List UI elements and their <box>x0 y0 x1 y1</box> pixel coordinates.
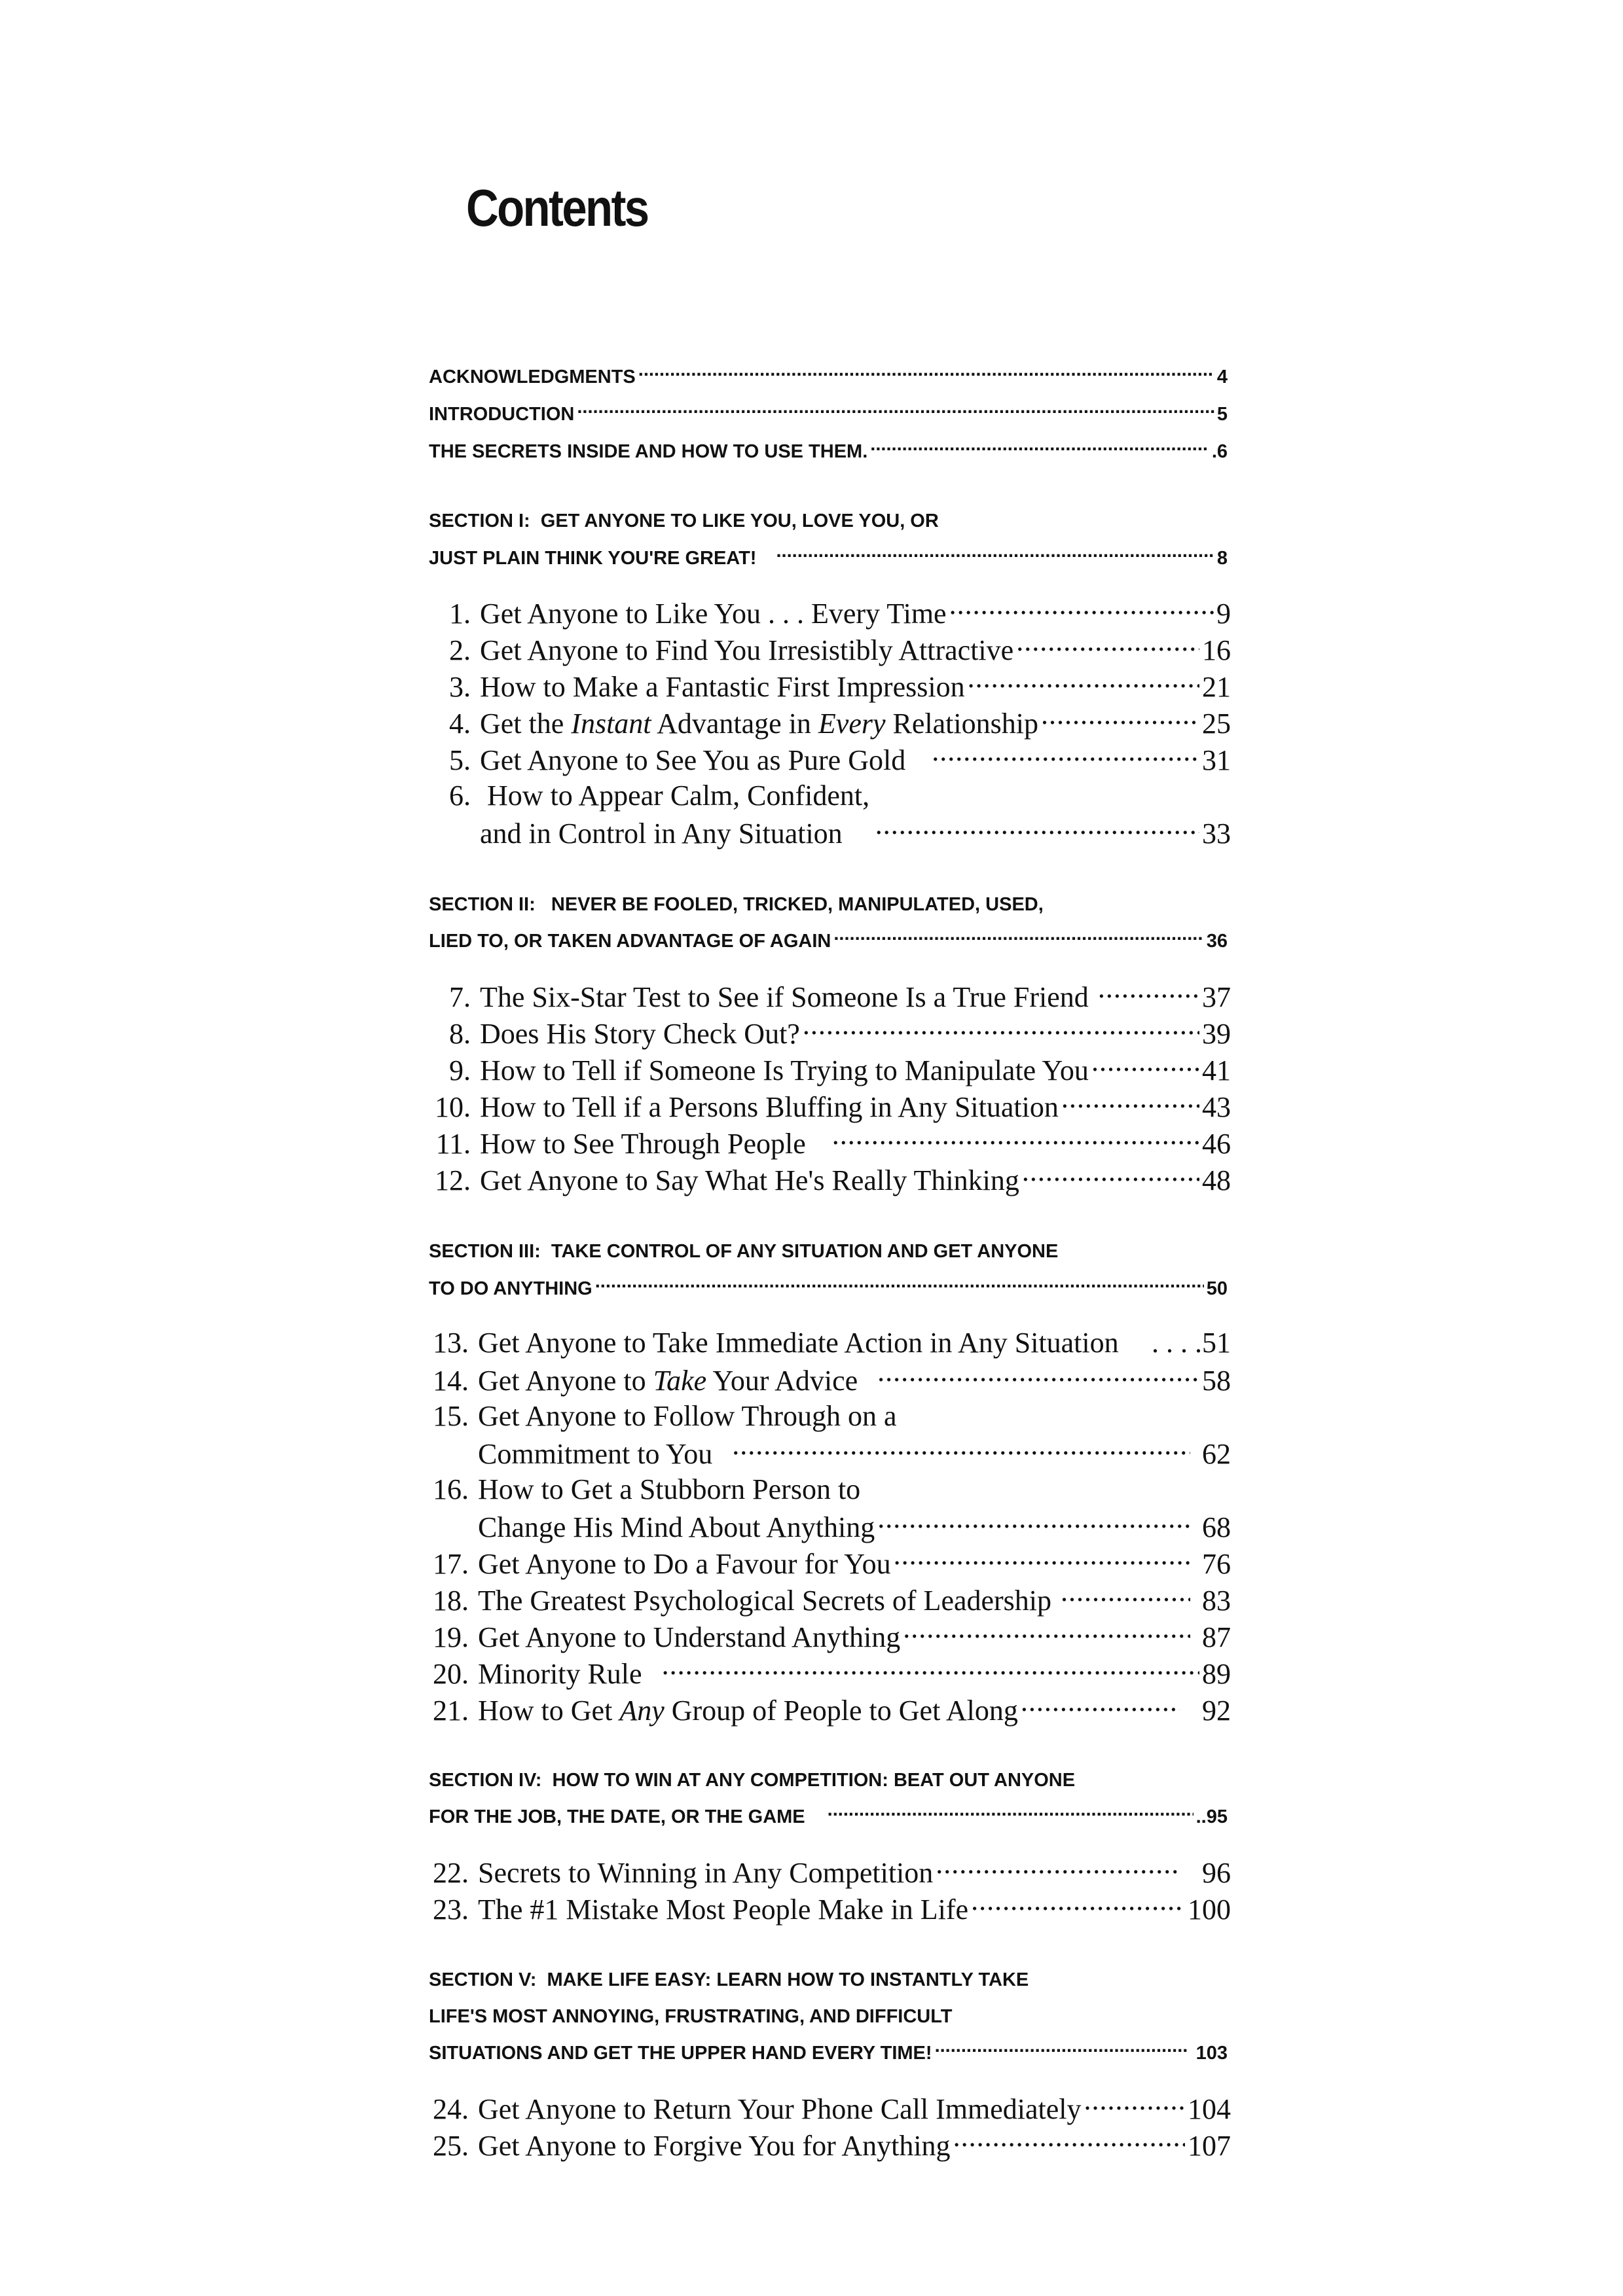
chapter-number: 9. <box>449 1054 471 1086</box>
entry-page: 31 <box>1202 744 1231 776</box>
entry-page: 33 <box>1202 817 1231 850</box>
dot-leader <box>776 545 1214 564</box>
toc-entry-section-2[interactable] <box>429 928 1228 954</box>
section-heading-4 <box>429 1767 1228 1793</box>
entry-page: 25 <box>1202 708 1231 740</box>
chapter-title-continued: Change His Mind About Anything <box>478 1511 875 1543</box>
toc-entry-chapter-6-cont[interactable] <box>429 814 1231 851</box>
dot-leader <box>1022 1161 1199 1190</box>
dot-leader <box>935 2040 1187 2059</box>
toc-entry-chapter-17[interactable] <box>419 1545 1231 1581</box>
section-title-line: SECTION IV: HOW TO WIN AT ANY COMPETITION: BEAT OUT ANYONE <box>429 1770 1076 1791</box>
entry-page: ..95 <box>1195 1806 1228 1827</box>
chapter-title: Get Anyone to Forgive You for Anything <box>478 2130 951 2162</box>
toc-entry-chapter-15-cont[interactable] <box>419 1435 1231 1471</box>
dot-leader <box>870 439 1209 457</box>
chapter-number: 17. <box>433 1548 469 1580</box>
dot-leader <box>894 1545 1190 1573</box>
toc-entry-chapter-1[interactable] <box>429 594 1231 631</box>
dot-leader <box>803 1014 1199 1043</box>
entry-page: 83 <box>1202 1585 1231 1617</box>
chapter-title: Get Anyone to See You as Pure Gold <box>480 744 906 776</box>
toc-entry-chapter-13[interactable] <box>419 1325 1231 1361</box>
section-title-line: SECTION I: GET ANYONE TO LIKE YOU, LOVE YOU, OR <box>429 511 939 531</box>
chapter-title: Get the Instant Advantage in Every Relationship <box>480 708 1038 740</box>
chapter-title: Does His Story Check Out? <box>480 1018 800 1050</box>
toc-entry-chapter-6[interactable] <box>429 778 1231 814</box>
dot-leader <box>1041 704 1199 733</box>
chapter-number: 16. <box>433 1473 469 1505</box>
entry-label: THE SECRETS INSIDE AND HOW TO USE THEM. <box>429 441 868 462</box>
toc-entry-chapter-18[interactable] <box>419 1581 1231 1618</box>
entry-page: 96 <box>1202 1857 1231 1889</box>
chapter-title: Get Anyone to Do a Favour for You <box>478 1548 891 1580</box>
toc-entry-chapter-24[interactable] <box>419 2090 1231 2126</box>
chapter-number: 14. <box>433 1365 469 1397</box>
entry-label: ACKNOWLEDGMENTS <box>429 367 636 387</box>
page-title: Contents <box>466 179 648 237</box>
toc-entry-chapter-16-cont[interactable] <box>419 1508 1231 1545</box>
toc-entry-chapter-14[interactable] <box>419 1361 1231 1398</box>
dot-leader <box>1061 1088 1199 1117</box>
toc-entry-chapter-21[interactable] <box>419 1691 1231 1728</box>
section-heading-3 <box>429 1238 1228 1265</box>
dot-leader <box>949 594 1214 623</box>
dot-leader <box>1016 631 1199 660</box>
chapter-number: 11. <box>435 1128 471 1160</box>
dot-leader <box>1021 1691 1180 1720</box>
toc-entry-section-5[interactable] <box>429 2040 1228 2066</box>
chapter-title: Get Anyone to Take Immediate Action in Any Situation <box>478 1327 1119 1359</box>
toc-entry-chapter-20[interactable] <box>419 1655 1231 1691</box>
chapter-title: How to Get Any Group of People to Get Along <box>478 1695 1018 1727</box>
chapter-title: The #1 Mistake Most People Make in Life <box>478 1893 969 1926</box>
chapter-title: Get Anyone to Understand Anything <box>478 1621 901 1653</box>
entry-page: 9 <box>1216 598 1231 630</box>
chapter-title: How to Tell if Someone Is Trying to Manipulate You <box>480 1054 1089 1086</box>
toc-entry-section-1[interactable] <box>429 545 1228 571</box>
entry-page: 92 <box>1202 1695 1231 1727</box>
dot-leader <box>832 1124 1199 1153</box>
toc-entry-chapter-8[interactable] <box>429 1014 1231 1051</box>
chapter-number: 3. <box>449 671 471 703</box>
entry-label: INTRODUCTION <box>429 404 575 425</box>
toc-entry-chapter-3[interactable] <box>429 668 1231 704</box>
section-title-line: SECTION II: NEVER BE FOOLED, TRICKED, MANIPULATED, USED, <box>429 894 1044 915</box>
chapter-title: How to Tell if a Persons Bluffing in Any Situation <box>480 1091 1059 1123</box>
entry-page: 4 <box>1216 367 1228 387</box>
toc-entry-section-3[interactable] <box>429 1276 1228 1302</box>
toc-entry-chapter-9[interactable] <box>429 1051 1231 1088</box>
dot-leader <box>662 1655 1199 1683</box>
entry-page: 89 <box>1202 1658 1231 1690</box>
section-title-line: TO DO ANYTHING <box>429 1278 593 1299</box>
entry-page: 100 <box>1188 1893 1231 1926</box>
entry-page: 62 <box>1202 1438 1231 1470</box>
chapter-number: 4. <box>449 708 471 740</box>
toc-entry-chapter-16[interactable] <box>419 1471 1231 1508</box>
dot-leader <box>877 1508 1190 1537</box>
entry-page: .6 <box>1211 441 1228 462</box>
section-heading-2 <box>429 891 1228 918</box>
dot-leader <box>1098 978 1199 1007</box>
chapter-title: How to Make a Fantastic First Impression <box>480 671 965 703</box>
toc-entry-introduction[interactable] <box>429 401 1228 427</box>
chapter-title: How to See Through People <box>480 1128 806 1160</box>
chapter-title: How to Get a Stubborn Person to <box>478 1473 861 1505</box>
entry-page: 46 <box>1202 1128 1231 1160</box>
entry-page: 39 <box>1202 1018 1231 1050</box>
chapter-title: The Greatest Psychological Secrets of Leadership <box>478 1585 1052 1617</box>
section-heading-5-line-2 <box>429 2003 1228 2030</box>
chapter-number: 25. <box>433 2130 469 2162</box>
chapter-number: 6. <box>449 780 471 812</box>
entry-page: 50 <box>1206 1278 1228 1299</box>
section-title-line: LIED TO, OR TAKEN ADVANTAGE OF AGAIN <box>429 931 831 952</box>
toc-entry-acknowledgments[interactable] <box>429 364 1228 390</box>
chapter-title: Get Anyone to Follow Through on a <box>478 1400 897 1432</box>
dot-leader <box>1084 2090 1185 2119</box>
entry-page: 5 <box>1216 404 1228 425</box>
section-title-line: SECTION V: MAKE LIFE EASY: LEARN HOW TO INSTANTLY TAKE <box>429 1969 1029 1990</box>
entry-page: 68 <box>1202 1511 1231 1543</box>
dot-leader <box>833 928 1203 947</box>
toc-entry-chapter-23[interactable] <box>419 1890 1231 1927</box>
chapter-number: 10. <box>435 1091 471 1123</box>
toc-entry-secrets-inside[interactable] <box>429 439 1228 465</box>
toc-entry-chapter-5[interactable] <box>429 741 1231 778</box>
entry-page: 103 <box>1195 2043 1228 2064</box>
section-heading-1 <box>429 508 1228 534</box>
chapter-title: Get Anyone to Take Your Advice <box>478 1365 858 1397</box>
chapter-number: 21. <box>433 1695 469 1727</box>
entry-page: 76 <box>1202 1548 1231 1580</box>
dot-leader <box>932 741 1199 770</box>
dot-leader <box>638 364 1214 383</box>
chapter-number: 22. <box>433 1857 469 1889</box>
chapter-number: 18. <box>433 1585 469 1617</box>
chapter-number: 23. <box>433 1893 469 1926</box>
section-title-line: SITUATIONS AND GET THE UPPER HAND EVERY TIME! <box>429 2043 932 2064</box>
dot-leader <box>732 1435 1190 1463</box>
dot-leader <box>877 1361 1199 1390</box>
chapter-title-continued: Commitment to You <box>478 1438 713 1470</box>
chapter-number: 15. <box>433 1400 469 1432</box>
chapter-number: 12. <box>435 1164 471 1196</box>
chapter-title: Minority Rule <box>478 1658 642 1690</box>
dot-leader <box>1061 1581 1190 1610</box>
dot-leader <box>595 1276 1204 1295</box>
chapter-number: 13. <box>433 1327 469 1359</box>
entry-page: 21 <box>1202 671 1231 703</box>
dot-leader <box>577 401 1214 420</box>
dot-leader <box>936 1854 1180 1882</box>
section-title-line: SECTION III: TAKE CONTROL OF ANY SITUATION AND GET ANYONE <box>429 1241 1059 1262</box>
entry-page: 16 <box>1202 634 1231 666</box>
toc-entry-section-4[interactable] <box>429 1804 1228 1830</box>
toc-entry-chapter-15[interactable] <box>419 1398 1231 1435</box>
chapter-number: 8. <box>449 1018 471 1050</box>
chapter-number: 5. <box>449 744 471 776</box>
dot-leader <box>968 668 1199 696</box>
dot-leader <box>828 1804 1194 1823</box>
dot-leader <box>971 1890 1185 1919</box>
chapter-number: 19. <box>433 1621 469 1653</box>
chapter-number: 1. <box>449 598 471 630</box>
toc-entry-chapter-12[interactable] <box>429 1161 1231 1198</box>
chapter-number: 24. <box>433 2093 469 2125</box>
chapter-title-continued: and in Control in Any Situation <box>480 817 843 850</box>
toc-entry-chapter-11[interactable] <box>429 1124 1231 1161</box>
toc-entry-chapter-25[interactable] <box>419 2126 1231 2163</box>
chapter-title: Get Anyone to Say What He's Really Thinking <box>480 1164 1019 1196</box>
chapter-title: Secrets to Winning in Any Competition <box>478 1857 934 1889</box>
toc-entry-chapter-19[interactable] <box>419 1618 1231 1655</box>
entry-page: 37 <box>1202 981 1231 1013</box>
toc-entry-chapter-7[interactable] <box>429 978 1231 1014</box>
section-title-line: LIFE'S MOST ANNOYING, FRUSTRATING, AND DIFFICULT <box>429 2006 953 2027</box>
entry-page: 36 <box>1206 931 1228 952</box>
dot-leader <box>875 814 1199 843</box>
section-title-line: FOR THE JOB, THE DATE, OR THE GAME <box>429 1806 805 1827</box>
chapter-number: 2. <box>449 634 471 666</box>
chapter-title: Get Anyone to Like You . . . Every Time <box>480 598 947 630</box>
toc-entry-chapter-22[interactable] <box>419 1854 1231 1890</box>
dot-leader <box>1091 1051 1199 1080</box>
entry-page: 48 <box>1202 1164 1231 1196</box>
entry-page: . . . .51 <box>1144 1327 1231 1359</box>
toc-entry-chapter-4[interactable] <box>429 704 1231 741</box>
chapter-title: Get Anyone to Return Your Phone Call Immediately <box>478 2093 1082 2125</box>
section-heading-5 <box>429 1967 1228 1993</box>
dot-leader <box>903 1618 1190 1647</box>
entry-page: 87 <box>1202 1621 1231 1653</box>
toc-entry-chapter-10[interactable] <box>429 1088 1231 1124</box>
entry-page: 8 <box>1216 548 1228 569</box>
entry-page: 41 <box>1202 1054 1231 1086</box>
dot-leader <box>953 2126 1185 2155</box>
chapter-number: 7. <box>449 981 471 1013</box>
chapter-title: How to Appear Calm, Confident, <box>480 780 870 812</box>
toc-entry-chapter-2[interactable] <box>429 631 1231 668</box>
entry-page: 58 <box>1202 1365 1231 1397</box>
entry-page: 104 <box>1188 2093 1231 2125</box>
entry-page: 43 <box>1202 1091 1231 1123</box>
section-title-line: JUST PLAIN THINK YOU'RE GREAT! <box>429 548 757 569</box>
chapter-title: The Six-Star Test to See if Someone Is a True Friend <box>480 981 1089 1013</box>
chapter-number: 20. <box>433 1658 469 1690</box>
chapter-title: Get Anyone to Find You Irresistibly Attractive <box>480 634 1014 666</box>
entry-page: 107 <box>1188 2130 1231 2162</box>
